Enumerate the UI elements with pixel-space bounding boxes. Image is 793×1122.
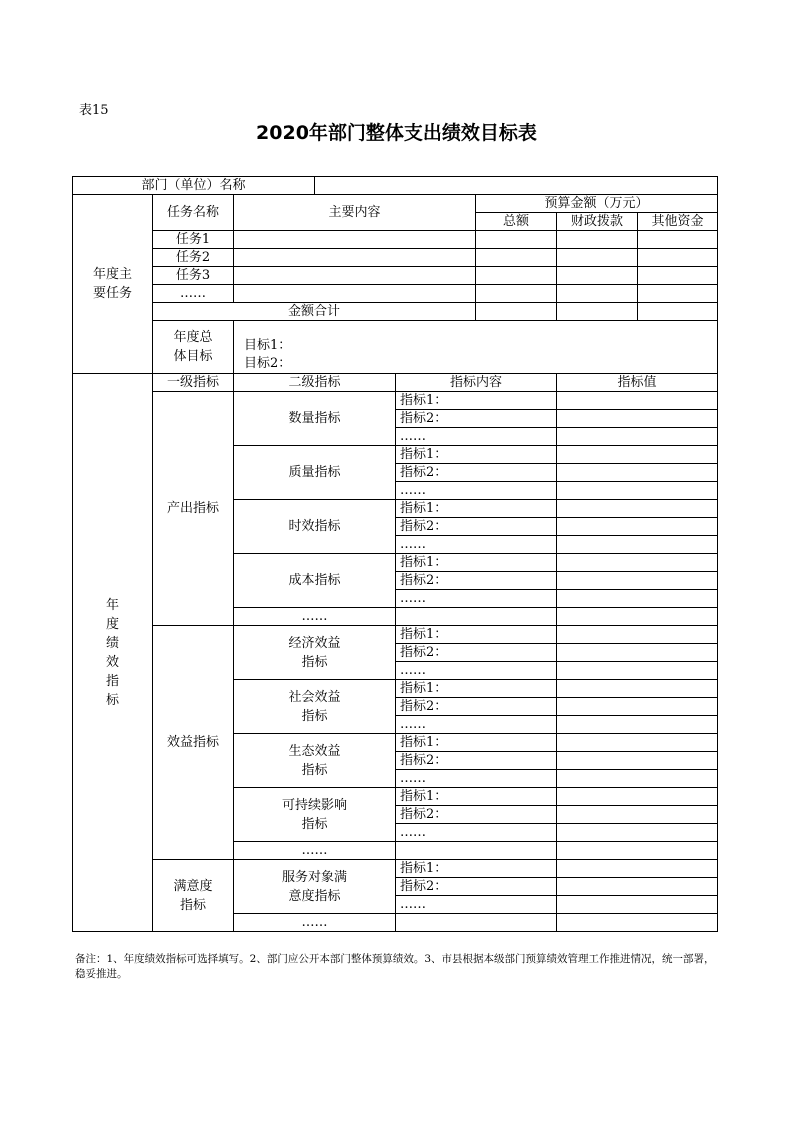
task-content-cell[interactable]	[234, 285, 476, 303]
overall-goals-cell[interactable]	[234, 321, 718, 374]
dept-label: 部门（单位）名称	[73, 177, 315, 195]
task-name: 任务1	[153, 231, 234, 249]
task-row	[73, 285, 718, 303]
indicator-content[interactable]: 指标1：	[396, 626, 557, 644]
indicator-content[interactable]: 指标2：	[396, 464, 557, 482]
quality-indicator: 质量指标	[234, 446, 396, 500]
indicator-value-cell[interactable]	[557, 554, 718, 572]
indicator-content[interactable]: 指标1：	[396, 860, 557, 878]
indicator-value-cell[interactable]	[557, 716, 718, 734]
indicator-value-cell[interactable]	[557, 626, 718, 644]
goal-1: 目标1：	[244, 338, 292, 353]
dept-row	[73, 177, 718, 195]
task-row	[73, 231, 718, 249]
indicator-value-cell[interactable]	[557, 572, 718, 590]
indicator-content[interactable]: 指标2：	[396, 644, 557, 662]
level2-ellipsis: ……	[234, 842, 396, 860]
tasks-header-row	[73, 195, 718, 213]
indicator-value-cell[interactable]	[557, 392, 718, 410]
dept-value-cell[interactable]	[315, 177, 718, 195]
task-other-cell[interactable]	[638, 267, 718, 285]
social-benefit-indicator: 社会效益指标	[234, 680, 396, 734]
indicator-content[interactable]: ……	[396, 662, 557, 680]
indicator-value-cell[interactable]	[557, 788, 718, 806]
col-budget-amount: 预算金额（万元）	[476, 195, 718, 213]
indicator-value-cell[interactable]	[557, 914, 718, 932]
sum-fiscal-cell[interactable]	[557, 303, 638, 321]
indicator-value-cell[interactable]	[557, 662, 718, 680]
indicator-content[interactable]	[396, 842, 557, 860]
quantity-indicator: 数量指标	[234, 392, 396, 446]
task-name: 任务3	[153, 267, 234, 285]
goal-2: 目标2：	[244, 356, 292, 371]
indicator-content[interactable]: 指标2：	[396, 698, 557, 716]
indicator-value-cell[interactable]	[557, 734, 718, 752]
indicator-content[interactable]: 指标1：	[396, 554, 557, 572]
document-title: 2020年部门整体支出绩效目标表	[256, 122, 537, 144]
indicator-content[interactable]: ……	[396, 896, 557, 914]
task-total-cell[interactable]	[476, 249, 557, 267]
indicator-content[interactable]: ……	[396, 770, 557, 788]
indicator-row	[73, 392, 718, 410]
indicators-header-row	[73, 374, 718, 392]
indicator-content[interactable]: 指标1：	[396, 788, 557, 806]
tasks-section-label: 年度主要任务	[73, 195, 153, 374]
indicator-content[interactable]: ……	[396, 482, 557, 500]
task-total-cell[interactable]	[476, 231, 557, 249]
indicator-content[interactable]: 指标2：	[396, 752, 557, 770]
economic-benefit-indicator: 经济效益指标	[234, 626, 396, 680]
task-fiscal-cell[interactable]	[557, 285, 638, 303]
indicator-content[interactable]: ……	[396, 536, 557, 554]
col-task-name: 任务名称	[153, 195, 234, 231]
indicator-content[interactable]	[396, 608, 557, 626]
output-indicators-label: 产出指标	[153, 392, 234, 626]
indicator-row	[73, 860, 718, 878]
indicator-content[interactable]: 指标2：	[396, 410, 557, 428]
col-main-content: 主要内容	[234, 195, 476, 231]
indicator-value-cell[interactable]	[557, 860, 718, 878]
indicator-value-cell[interactable]	[557, 482, 718, 500]
col-other-funds: 其他资金	[638, 213, 718, 231]
timeliness-indicator: 时效指标	[234, 500, 396, 554]
col-indicator-value: 指标值	[557, 374, 718, 392]
col-level1: 一级指标	[153, 374, 234, 392]
task-fiscal-cell[interactable]	[557, 249, 638, 267]
indicator-content[interactable]	[396, 914, 557, 932]
indicator-value-cell[interactable]	[557, 644, 718, 662]
indicator-content[interactable]: 指标2：	[396, 572, 557, 590]
task-content-cell[interactable]	[234, 231, 476, 249]
footnote: 备注：1、年度绩效指标可选择填写。2、部门应公开本部门整体预算绩效。3、市县根据本级部门预算绩效管理工作推进情况，统一部署，稳妥推进。	[75, 953, 715, 980]
indicator-value-cell[interactable]	[557, 752, 718, 770]
task-total-cell[interactable]	[476, 285, 557, 303]
ecological-benefit-indicator: 生态效益指标	[234, 734, 396, 788]
cost-indicator: 成本指标	[234, 554, 396, 608]
task-sum-row	[73, 303, 718, 321]
sum-total-cell[interactable]	[476, 303, 557, 321]
satisfaction-indicators-label: 满意度指标	[153, 860, 234, 932]
overall-goals-row	[73, 321, 718, 374]
indicator-value-cell[interactable]	[557, 806, 718, 824]
indicator-content[interactable]: 指标1：	[396, 734, 557, 752]
sum-other-cell[interactable]	[638, 303, 718, 321]
sum-label: 金额合计	[153, 303, 476, 321]
col-indicator-content: 指标内容	[396, 374, 557, 392]
indicator-value-cell[interactable]	[557, 446, 718, 464]
indicator-value-cell[interactable]	[557, 428, 718, 446]
indicator-content[interactable]: 指标2：	[396, 518, 557, 536]
task-fiscal-cell[interactable]	[557, 267, 638, 285]
indicator-value-cell[interactable]	[557, 878, 718, 896]
indicator-content[interactable]: ……	[396, 824, 557, 842]
indicator-value-cell[interactable]	[557, 464, 718, 482]
col-level2: 二级指标	[234, 374, 396, 392]
indicator-value-cell[interactable]	[557, 770, 718, 788]
level2-ellipsis: ……	[234, 914, 396, 932]
indicator-content[interactable]: 指标1：	[396, 500, 557, 518]
indicator-value-cell[interactable]	[557, 824, 718, 842]
task-name: ……	[153, 285, 234, 303]
indicators-section-label: 年度绩效指标	[73, 374, 153, 932]
indicator-value-cell[interactable]	[557, 518, 718, 536]
task-other-cell[interactable]	[638, 231, 718, 249]
task-content-cell[interactable]	[234, 249, 476, 267]
col-total: 总额	[476, 213, 557, 231]
task-row	[73, 249, 718, 267]
indicator-value-cell[interactable]	[557, 680, 718, 698]
overall-section-label: 年度总体目标	[153, 321, 234, 374]
table-number: 表15	[79, 103, 109, 118]
indicator-content[interactable]: 指标1：	[396, 446, 557, 464]
indicator-value-cell[interactable]	[557, 896, 718, 914]
indicator-value-cell[interactable]	[557, 842, 718, 860]
service-satisfaction-indicator: 服务对象满意度指标	[234, 860, 396, 914]
indicator-content[interactable]: ……	[396, 590, 557, 608]
level2-ellipsis: ……	[234, 608, 396, 626]
indicator-content[interactable]: 指标1：	[396, 392, 557, 410]
indicator-content[interactable]: 指标1：	[396, 680, 557, 698]
indicator-content[interactable]: ……	[396, 428, 557, 446]
task-other-cell[interactable]	[638, 249, 718, 267]
task-content-cell[interactable]	[234, 267, 476, 285]
task-other-cell[interactable]	[638, 285, 718, 303]
col-fiscal: 财政拨款	[557, 213, 638, 231]
indicator-content[interactable]: 指标2：	[396, 806, 557, 824]
task-total-cell[interactable]	[476, 267, 557, 285]
indicator-value-cell[interactable]	[557, 536, 718, 554]
performance-target-table	[72, 176, 718, 932]
indicator-value-cell[interactable]	[557, 500, 718, 518]
indicator-value-cell[interactable]	[557, 698, 718, 716]
task-row	[73, 267, 718, 285]
task-name: 任务2	[153, 249, 234, 267]
sustainability-indicator: 可持续影响指标	[234, 788, 396, 842]
task-fiscal-cell[interactable]	[557, 231, 638, 249]
indicator-content[interactable]: ……	[396, 716, 557, 734]
indicator-content[interactable]: 指标2：	[396, 878, 557, 896]
indicator-value-cell[interactable]	[557, 590, 718, 608]
indicator-row	[73, 626, 718, 644]
benefit-indicators-label: 效益指标	[153, 626, 234, 860]
indicator-value-cell[interactable]	[557, 410, 718, 428]
indicator-value-cell[interactable]	[557, 608, 718, 626]
